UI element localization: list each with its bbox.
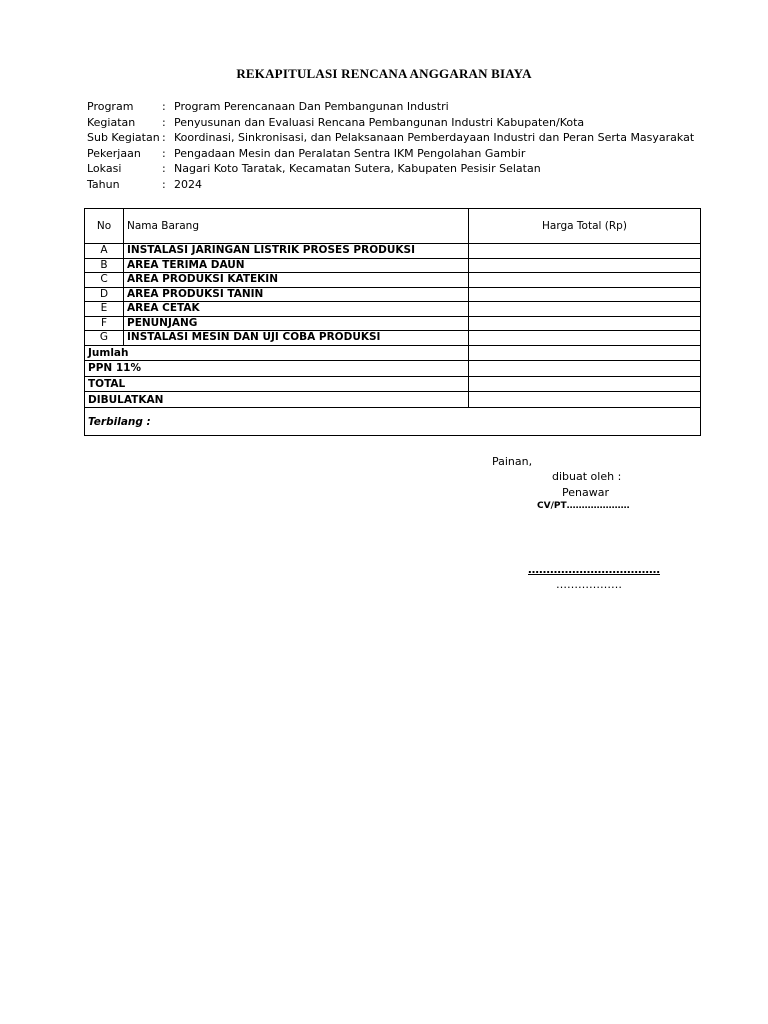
row-no: D — [85, 287, 124, 302]
info-label: Tahun — [87, 177, 120, 191]
row-name: INSTALASI JARINGAN LISTRIK PROSES PRODUKSI — [124, 244, 469, 259]
summary-row-total — [85, 376, 701, 392]
info-row-tahun — [87, 177, 694, 193]
summary-row-ppn — [85, 361, 701, 377]
summary-value — [469, 376, 701, 392]
row-name: AREA PRODUKSI TANIN — [124, 287, 469, 302]
table-row — [85, 331, 701, 346]
info-separator: : — [162, 115, 166, 129]
info-separator: : — [162, 177, 166, 191]
table-header-row — [85, 209, 701, 244]
info-row-sub-kegiatan — [87, 130, 694, 146]
info-separator: : — [162, 146, 166, 160]
document-title: REKAPITULASI RENCANA ANGGARAN BIAYA — [236, 66, 532, 81]
row-name: PENUNJANG — [124, 316, 469, 331]
info-separator: : — [162, 100, 166, 113]
summary-label: Jumlah — [85, 345, 469, 361]
summary-label: TOTAL — [85, 376, 469, 392]
info-value: Pengadaan Mesin dan Peralatan Sentra IKM Pengolahan Gambir — [174, 146, 526, 160]
terbilang-label: Terbilang : — [85, 408, 701, 436]
table-row — [85, 273, 701, 288]
row-price — [469, 316, 701, 331]
info-row-pekerjaan — [87, 146, 694, 162]
info-value: Koordinasi, Sinkronisasi, dan Pelaksanaan Pemberdayaan Industri dan Peran Serta Masyarakat — [174, 131, 695, 144]
summary-row-jumlah — [85, 345, 701, 361]
summary-value — [469, 345, 701, 361]
row-no: E — [85, 302, 124, 317]
row-price — [469, 273, 701, 288]
table-row — [85, 316, 701, 331]
info-label: Sub Kegiatan — [87, 131, 160, 144]
row-no: C — [85, 273, 124, 288]
info-label: Program — [87, 100, 134, 113]
row-price — [469, 244, 701, 259]
info-label: Kegiatan — [87, 115, 136, 129]
row-price — [469, 331, 701, 346]
header-no: No — [85, 209, 124, 244]
info-value: 2024 — [174, 177, 202, 191]
table-row — [85, 287, 701, 302]
info-value: Nagari Koto Taratak, Kecamatan Sutera, Kabupaten Pesisir Selatan — [174, 162, 541, 175]
info-label: Pekerjaan — [87, 146, 141, 160]
project-info — [87, 99, 694, 192]
summary-value — [469, 361, 701, 377]
row-name: INSTALASI MESIN DAN UJI COBA PRODUKSI — [124, 331, 469, 346]
header-name: Nama Barang — [124, 209, 469, 244]
row-no: A — [85, 244, 124, 259]
info-row-lokasi — [87, 161, 694, 177]
row-no: F — [85, 316, 124, 331]
row-name: AREA TERIMA DAUN — [124, 258, 469, 273]
info-value: Penyusunan dan Evaluasi Rencana Pembangunan Industri Kabupaten/Kota — [174, 115, 585, 129]
table-row — [85, 258, 701, 273]
summary-label: PPN 11% — [85, 361, 469, 377]
info-row-program — [87, 99, 694, 115]
row-no: B — [85, 258, 124, 273]
summary-value — [469, 392, 701, 408]
signature-place: Painan, — [492, 455, 533, 468]
row-price — [469, 258, 701, 273]
info-separator: : — [162, 162, 166, 175]
signature-name-line: ……………………………… — [528, 563, 660, 576]
signature-role: Penawar — [562, 486, 609, 499]
table-row — [85, 302, 701, 317]
info-separator: : — [162, 131, 166, 144]
terbilang-row — [85, 408, 701, 436]
summary-row-dibulatkan — [85, 392, 701, 408]
row-price — [469, 302, 701, 317]
info-row-kegiatan — [87, 115, 694, 131]
signature-made-by: dibuat oleh : — [552, 470, 622, 483]
row-price — [469, 287, 701, 302]
budget-table — [84, 208, 701, 436]
info-label: Lokasi — [87, 162, 122, 175]
header-price: Harga Total (Rp) — [469, 209, 701, 244]
info-value: Program Perencanaan Dan Pembangunan Industri — [174, 100, 449, 113]
summary-label: DIBULATKAN — [85, 392, 469, 408]
row-no: G — [85, 331, 124, 346]
row-name: AREA CETAK — [124, 302, 469, 317]
signature-position-line: ……………… — [556, 578, 622, 591]
table-row — [85, 244, 701, 259]
signature-company: CV/PT………………… — [537, 501, 630, 511]
row-name: AREA PRODUKSI KATEKIN — [124, 273, 469, 288]
